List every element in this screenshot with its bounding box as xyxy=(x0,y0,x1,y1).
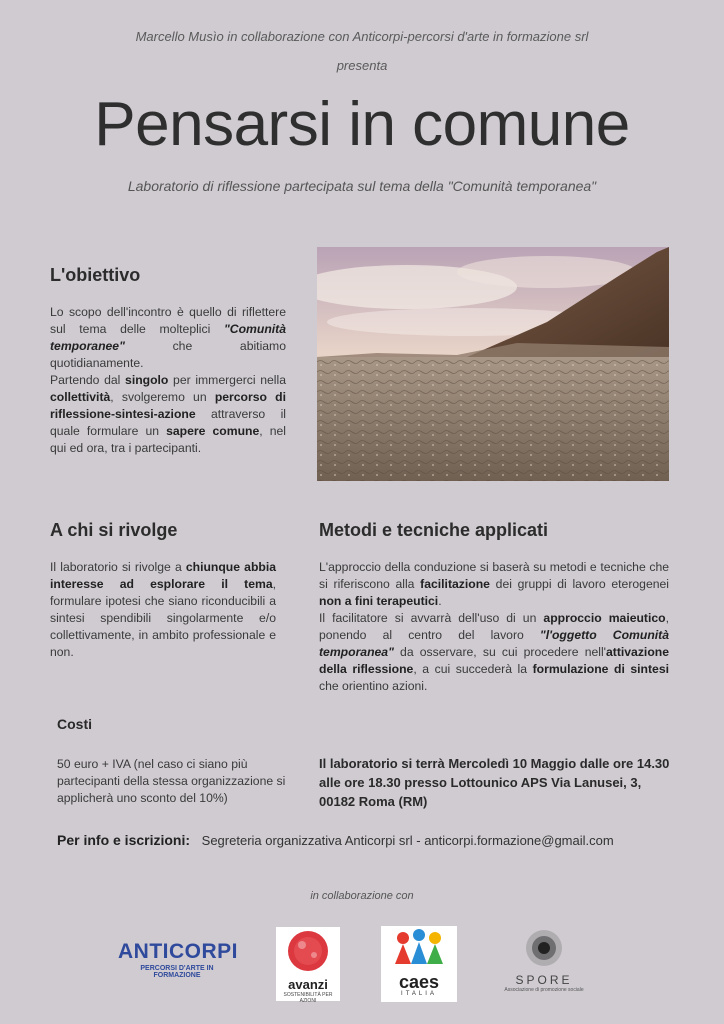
obiettivo-heading: L'obiettivo xyxy=(50,265,141,285)
rivolge-heading: A chi si rivolge xyxy=(50,520,178,540)
metodi-heading: Metodi e tecniche applicati xyxy=(319,520,549,540)
rivolge-section xyxy=(50,520,276,661)
info-contact: Segreteria organizzativa Anticorpi srl - anticorpi.formazione@gmail.com xyxy=(201,833,614,848)
obiettivo-text: Lo scopo dell'incontro è quello di riflettere sul tema delle molteplici "Comunità temporanee" che abitiamo quotidianamente. Partendo dal singolo per immergerci nella collettività, svolgeremo un percorso di riflessione-sintesi-azione attraverso il quale formulare un sapere comune, nel qui ed ora, tra i partecipanti. xyxy=(50,305,286,455)
spore-burst-icon xyxy=(524,928,564,968)
caes-logo: caes ITALIA xyxy=(381,926,457,1002)
intro-block xyxy=(0,28,724,75)
metodi-text: L'approccio della conduzione si baserà su metodi e tecniche che si riferiscono alla facilitazione dei gruppi di lavoro eterogenei non a fini terapeutici. Il facilitatore si avvarrà dell'uso di un approccio maieutico, ponendo al centro del lavoro "l'oggetto Comunità temporanea" da osservare, su cui procedere nell'attivazione della riflessione, a cui succederà la formulazione di sintesi che orientino azioni. xyxy=(319,560,670,693)
costi-heading: Costi xyxy=(57,716,92,732)
avanzi-logo: avanzi SOSTENIBILITÀ PER AZIONI xyxy=(276,927,340,1001)
page-subtitle: Laboratorio di riflessione partecipata sul tema della "Comunità temporanea" xyxy=(127,178,597,194)
collab-label: in collaborazione con xyxy=(310,890,414,902)
spore-logo: SPORE Associazione di promozione sociale xyxy=(503,928,585,993)
metodi-section xyxy=(319,520,669,695)
landscape-photo xyxy=(317,247,669,481)
event-details: Il laboratorio si terrà Mercoledì 10 Maggio dalle ore 14.30 alle ore 18.30 presso Lottounico APS Via Lanusei, 3, 00182 Roma (RM) xyxy=(319,756,670,809)
presenta-label: presenta xyxy=(336,58,388,73)
obiettivo-section xyxy=(50,265,286,457)
info-line xyxy=(57,832,697,848)
rivolge-text: Il laboratorio si rivolge a chiunque abbia interesse ad esplorare il tema, formulare ipotesi che siano riconducibili a sintesi spendibili singolarmente e/o collettivamente, in ambito professionale e non. xyxy=(50,560,276,659)
page-title: Pensarsi in comune xyxy=(94,90,630,159)
anticorpi-logo: ANTICORPI PERCORSI D'ARTE IN FORMAZIONE xyxy=(118,940,238,979)
info-label: Per info e iscrizioni: xyxy=(57,832,191,848)
intro-line: Marcello Musìo in collaborazione con Anticorpi-percorsi d'arte in formazione srl xyxy=(135,29,589,44)
caes-figures-icon xyxy=(381,926,457,968)
avanzi-dots-icon xyxy=(276,927,340,973)
costi-text: 50 euro + IVA (nel caso ci siano più partecipanti della stessa organizzazione si applicherà uno sconto del 10%) xyxy=(57,757,286,805)
